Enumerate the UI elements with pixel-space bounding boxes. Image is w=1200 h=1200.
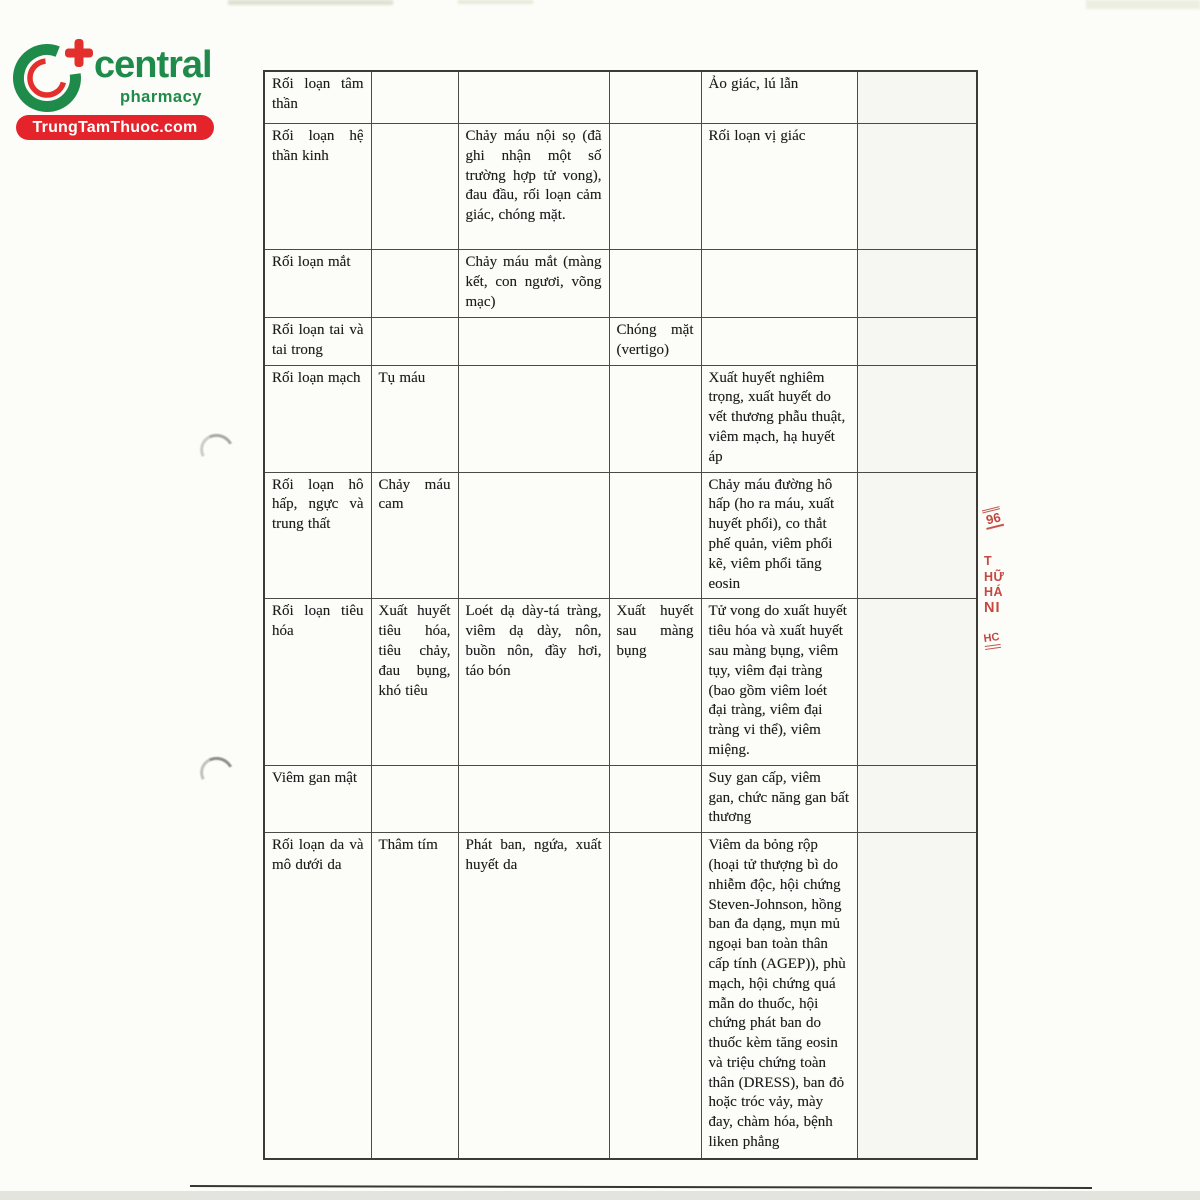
table-cell (609, 250, 701, 318)
table-cell: Chảy máu cam (371, 472, 458, 599)
table-row (264, 365, 977, 472)
table-cell: Suy gan cấp, viêm gan, chức năng gan bất thương (701, 765, 857, 832)
table-row (264, 124, 977, 250)
table-cell: Loét dạ dày-tá tràng, viêm dạ dày, nôn, buồn nôn, đầy hơi, táo bón (458, 599, 609, 765)
table-cell (609, 124, 701, 250)
stamp-fragment: T (984, 554, 993, 568)
table-cell: Rối loạn tiêu hóa (264, 599, 371, 765)
table-cell: Rối loạn tâm thần (264, 71, 371, 124)
scan-artifact (1086, 0, 1200, 9)
table-cell: Rối loạn hệ thần kinh (264, 124, 371, 250)
stamp-number: 96 (982, 506, 1005, 530)
table-cell: Chảy máu mắt (màng kết, con ngươi, võng mạc) (458, 250, 609, 318)
table-row (264, 833, 977, 1160)
table-cell (857, 599, 977, 765)
table-cell: Viêm da bỏng rộp (hoại tử thượng bì do nhiễm độc, hội chứng Steven-Johnson, hồng ban đa dạng, mụn mủ ngoại ban toàn thân cấp tính (AGEP)), phù mạch, hội chứng quá mẫn do thuốc, hội chứng phát ban do thuốc kèm tăng eosin và triệu chứng toàn thân (DRESS), ban đỏ hoặc tróc vảy, mày đay, chàm hóa, bệnh liken phẳng (701, 833, 857, 1160)
stamp-fragment: HÁ (984, 585, 1004, 599)
stamp-fragment: NI (984, 599, 1001, 616)
table-cell: Rối loạn vị giác (701, 124, 857, 250)
table-cell (458, 365, 609, 472)
table-cell: Viêm gan mật (264, 765, 371, 832)
table-cell (857, 124, 977, 250)
stamp-fragment: HỮ (984, 569, 1005, 584)
table-cell (458, 765, 609, 832)
table-cell (857, 71, 977, 124)
table-cell (458, 71, 609, 124)
table-cell: Xuất huyết sau màng bụng (609, 599, 701, 765)
table-cell: Thâm tím (371, 833, 458, 1160)
table-cell: Chóng mặt (vertigo) (609, 318, 701, 366)
table-cell (609, 71, 701, 124)
table-cell (857, 318, 977, 366)
website-badge: TrungTamThuoc.com (16, 115, 214, 140)
table-row (264, 599, 977, 765)
table-row (264, 318, 977, 366)
red-stamp (984, 508, 1026, 649)
table-row (264, 472, 977, 599)
table-cell (371, 124, 458, 250)
table-cell (458, 472, 609, 599)
table-cell: Chảy máu đường hô hấp (ho ra máu, xuất huyết phổi), co thắt phế quản, viêm phổi kẽ, viêm phổi tăng eosin (701, 472, 857, 599)
table-cell (857, 472, 977, 599)
table-cell: Rối loạn tai và tai trong (264, 318, 371, 366)
table-cell: Tụ máu (371, 365, 458, 472)
scanner-background (0, 1191, 1200, 1200)
brand-logo (10, 38, 230, 148)
table-cell: Rối loạn hô hấp, ngực và trung thất (264, 472, 371, 599)
table-cell (701, 318, 857, 366)
table-row (264, 250, 977, 318)
table-cell: Rối loạn mạch (264, 365, 371, 472)
table-cell: Tử vong do xuất huyết tiêu hóa và xuất huyết sau màng bụng, viêm tụy, viêm đại tràng (bao gồm viêm loét đại tràng, viêm đại tràng vi thể), viêm miệng. (701, 599, 857, 765)
punch-hole-icon (196, 430, 238, 471)
table-cell (371, 71, 458, 124)
adverse-reactions-table (263, 70, 978, 1160)
table-cell (857, 365, 977, 472)
stamp-footer: HC (983, 631, 1001, 650)
punch-hole-icon (196, 753, 238, 794)
table-cell (609, 365, 701, 472)
table-cell (371, 250, 458, 318)
table-cell (857, 765, 977, 832)
table-cell (857, 833, 977, 1160)
central-pharmacy-logo-icon (10, 38, 105, 118)
table-row (264, 71, 977, 124)
table-cell: Xuất huyết tiêu hóa, tiêu chảy, đau bụng, khó tiêu (371, 599, 458, 765)
stamp-fragments (984, 554, 1026, 616)
brand-tagline: pharmacy (120, 88, 202, 106)
paper-bottom-edge (190, 1185, 1092, 1189)
table-cell (609, 765, 701, 832)
scan-artifact (228, 0, 393, 5)
table-cell: Chảy máu nội sọ (đã ghi nhận một số trường hợp tử vong), đau đầu, rối loạn cảm giác, chóng mặt. (458, 124, 609, 250)
table-cell: Rối loạn mắt (264, 250, 371, 318)
table-cell: Rối loạn da và mô dưới da (264, 833, 371, 1160)
brand-name: central (94, 44, 212, 86)
scan-artifact (458, 0, 533, 4)
table-cell (701, 250, 857, 318)
table-cell: Xuất huyết nghiêm trọng, xuất huyết do vết thương phẫu thuật, viêm mạch, hạ huyết áp (701, 365, 857, 472)
table-cell: Ảo giác, lú lẫn (701, 71, 857, 124)
table-cell (857, 250, 977, 318)
table-cell (371, 318, 458, 366)
table-cell (609, 833, 701, 1160)
table-row (264, 765, 977, 832)
table-cell (371, 765, 458, 832)
table-cell (609, 472, 701, 599)
table-cell (458, 318, 609, 366)
table-cell: Phát ban, ngứa, xuất huyết da (458, 833, 609, 1160)
